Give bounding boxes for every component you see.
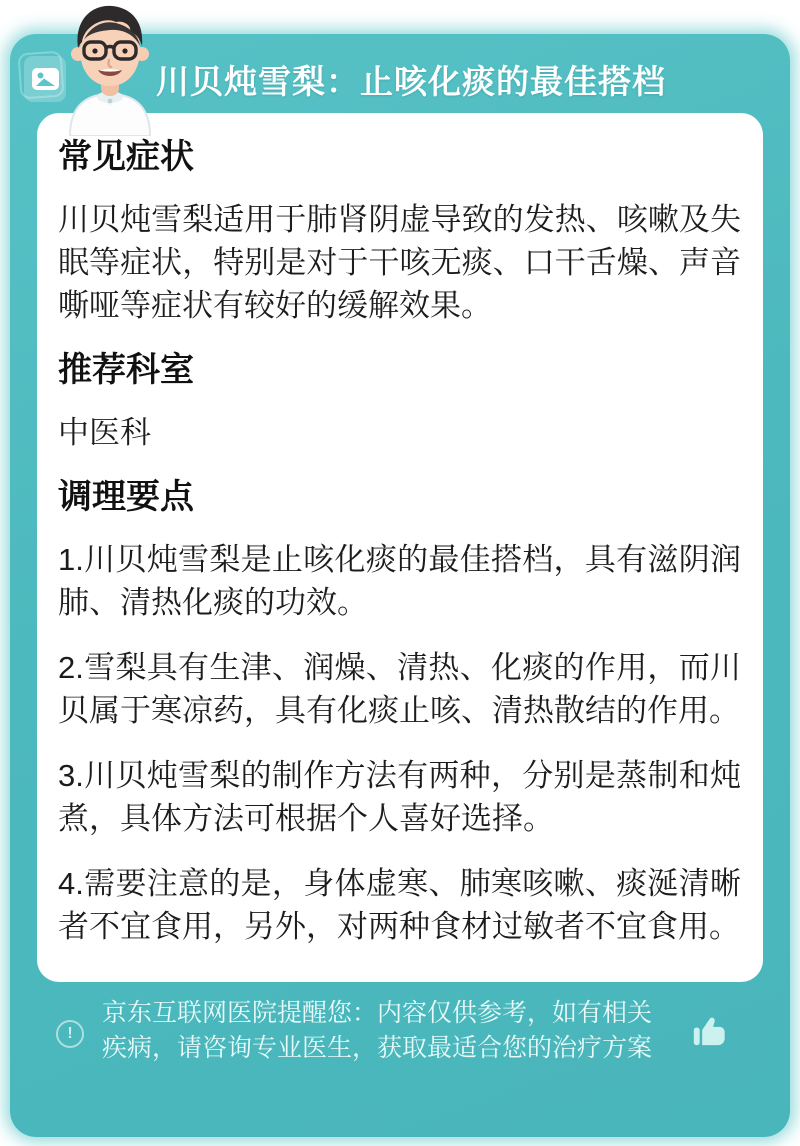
alert-circle-icon: !: [56, 1020, 84, 1048]
picture-icon: [24, 56, 66, 102]
section-heading-care-points: 调理要点: [58, 478, 194, 516]
section-heading-common-symptoms: 常见症状: [58, 138, 194, 176]
page-title: 川贝炖雪梨：止咳化痰的最佳搭档: [156, 63, 666, 100]
disclaimer-text: 京东互联网医院提醒您：内容仅供参考，如有相关疾病，请咨询专业医生，获取最适合您的治疗方案: [102, 999, 653, 1062]
article-card: [37, 113, 763, 982]
article-container: [10, 34, 790, 1137]
care-point-item-2: 2.雪梨具有生津、润燥、清热、化痰的作用，而川贝属于寒凉药，具有化痰止咳、清热散结的作用。: [58, 650, 741, 728]
disclaimer-footer: [56, 996, 754, 1066]
care-point-item-3: 3.川贝炖雪梨的制作方法有两种，分别是蒸制和炖煮，具体方法可根据个人喜好选择。: [58, 758, 741, 836]
section-heading-recommended-department: 推荐科室: [58, 351, 194, 389]
thumbs-up-icon[interactable]: [686, 1009, 730, 1053]
care-point-item-4: 4.需要注意的是，身体虚寒、肺寒咳嗽、痰涎清晰者不宜食用，另外，对两种食材过敏者不宜食用。: [58, 866, 741, 944]
common-symptoms-text: 川贝炖雪梨适用于肺肾阴虚导致的发热、咳嗽及失眠等症状，特别是对于干咳无痰、口干舌燥、声音嘶哑等症状有较好的缓解效果。: [58, 202, 741, 323]
recommended-department-text: 中医科: [58, 415, 151, 450]
care-point-item-1: 1.川贝炖雪梨是止咳化痰的最佳搭档，具有滋阴润肺、清热化痰的功效。: [58, 542, 741, 620]
